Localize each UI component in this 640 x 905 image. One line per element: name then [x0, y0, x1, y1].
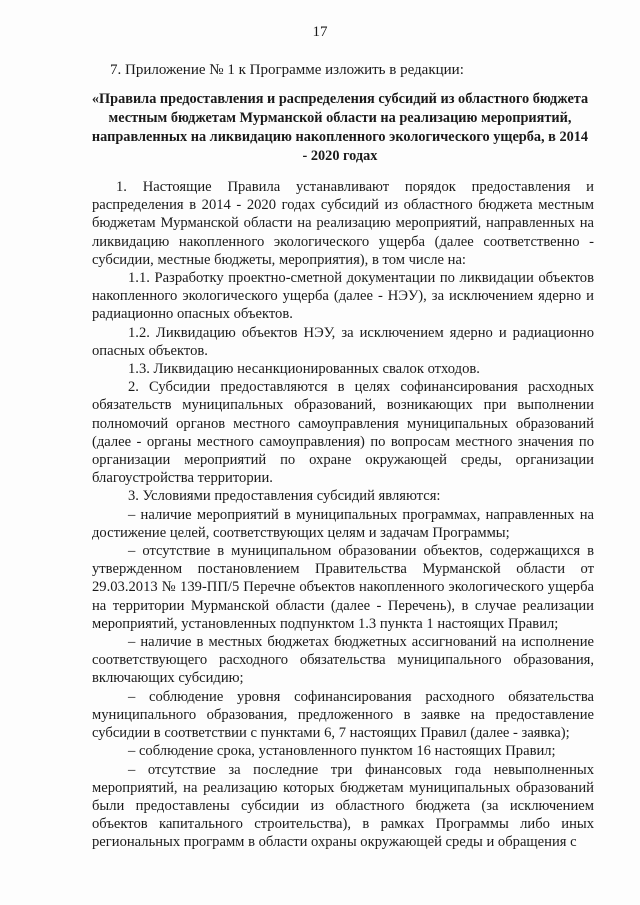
- condition-item: – отсутствие в муниципальном образовании объектов, содержащихся в утвержденном постановлением Правительства Мурманской области от 29.03.2013 № 139-ПП/5 Перечне объектов накопленного экологического ущерба на территории Мурманской области (далее - Перечень), в случае реализации мероприятий, установленных подпунктом 1.3 пункта 1 настоящих Правил;: [92, 543, 594, 632]
- condition-item: – наличие в местных бюджетах бюджетных ассигнований на исполнение соответствующего расходного обязательства муниципального образования, включающих субсидию;: [92, 634, 594, 687]
- body-text: [92, 178, 594, 852]
- page-number: 17: [312, 24, 328, 40]
- condition-item: – наличие мероприятий в муниципальных программах, направленных на достижение целей, соответствующих целям и задачам Программы;: [92, 506, 594, 541]
- paragraph-2: 2. Субсидии предоставляются в целях софинансирования расходных обязательств муниципальных образований, возникающих при выполнении полномочий органов местного самоуправления муниципальных образований (далее - органы местного самоуправления) по вопросам местного значения по организации мероприятий по охране окружающей среды, организации благоустройства территории.: [92, 379, 594, 487]
- paragraph-3: 3. Условиями предоставления субсидий являются:: [128, 488, 441, 505]
- paragraph-1-3: 1.3. Ликвидацию несанкционированных свалок отходов.: [128, 361, 480, 378]
- condition-item: – соблюдение срока, установленного пунктом 16 настоящих Правил;: [128, 743, 556, 760]
- paragraph-1: 1. Настоящие Правила устанавливают порядок предоставления и распределения в 2014 - 2020 годах субсидий из областного бюджета местным бюджетам Мурманской области на реализацию мероприятий, направленных на ликвидацию накопленного экологического ущерба (далее соответственно - субсидии, местные бюджеты, мероприятия), в том числе на:: [92, 179, 594, 268]
- condition-item: – соблюдение уровня софинансирования расходного обязательства муниципального образования, предложенного в заявке на предоставление субсидии в соответствии с пунктами 6, 7 настоящих Правил (далее - заявка);: [92, 688, 594, 742]
- intro-line: 7. Приложение № 1 к Программе изложить в редакции:: [110, 62, 464, 78]
- paragraph-1-1: 1.1. Разработку проектно-сметной документации по ликвидации объектов накопленного экологического ущерба (далее - НЭУ), за исключением ядерно и радиационно опасных объектов.: [92, 270, 594, 323]
- condition-item: – отсутствие за последние три финансовых года невыполненных мероприятий, на реализацию которых бюджетам муниципальных образований были предоставлены субсидии из областного бюджета (за исключением объектов капитального строительства), в рамках Программы либо иных региональных программ в области охраны окружающей среды и обращения с: [92, 761, 594, 851]
- paragraph-1-2: 1.2. Ликвидацию объектов НЭУ, за исключением ядерно и радиационно опасных объектов.: [92, 324, 594, 359]
- document-title: «Правила предоставления и распределения субсидий из областного бюджета местным бюджетам Мурманской области на реализацию мероприятий, направленных на ликвидацию накопленного экологического ущерба, в 2014 - 2020 годах: [91, 91, 589, 164]
